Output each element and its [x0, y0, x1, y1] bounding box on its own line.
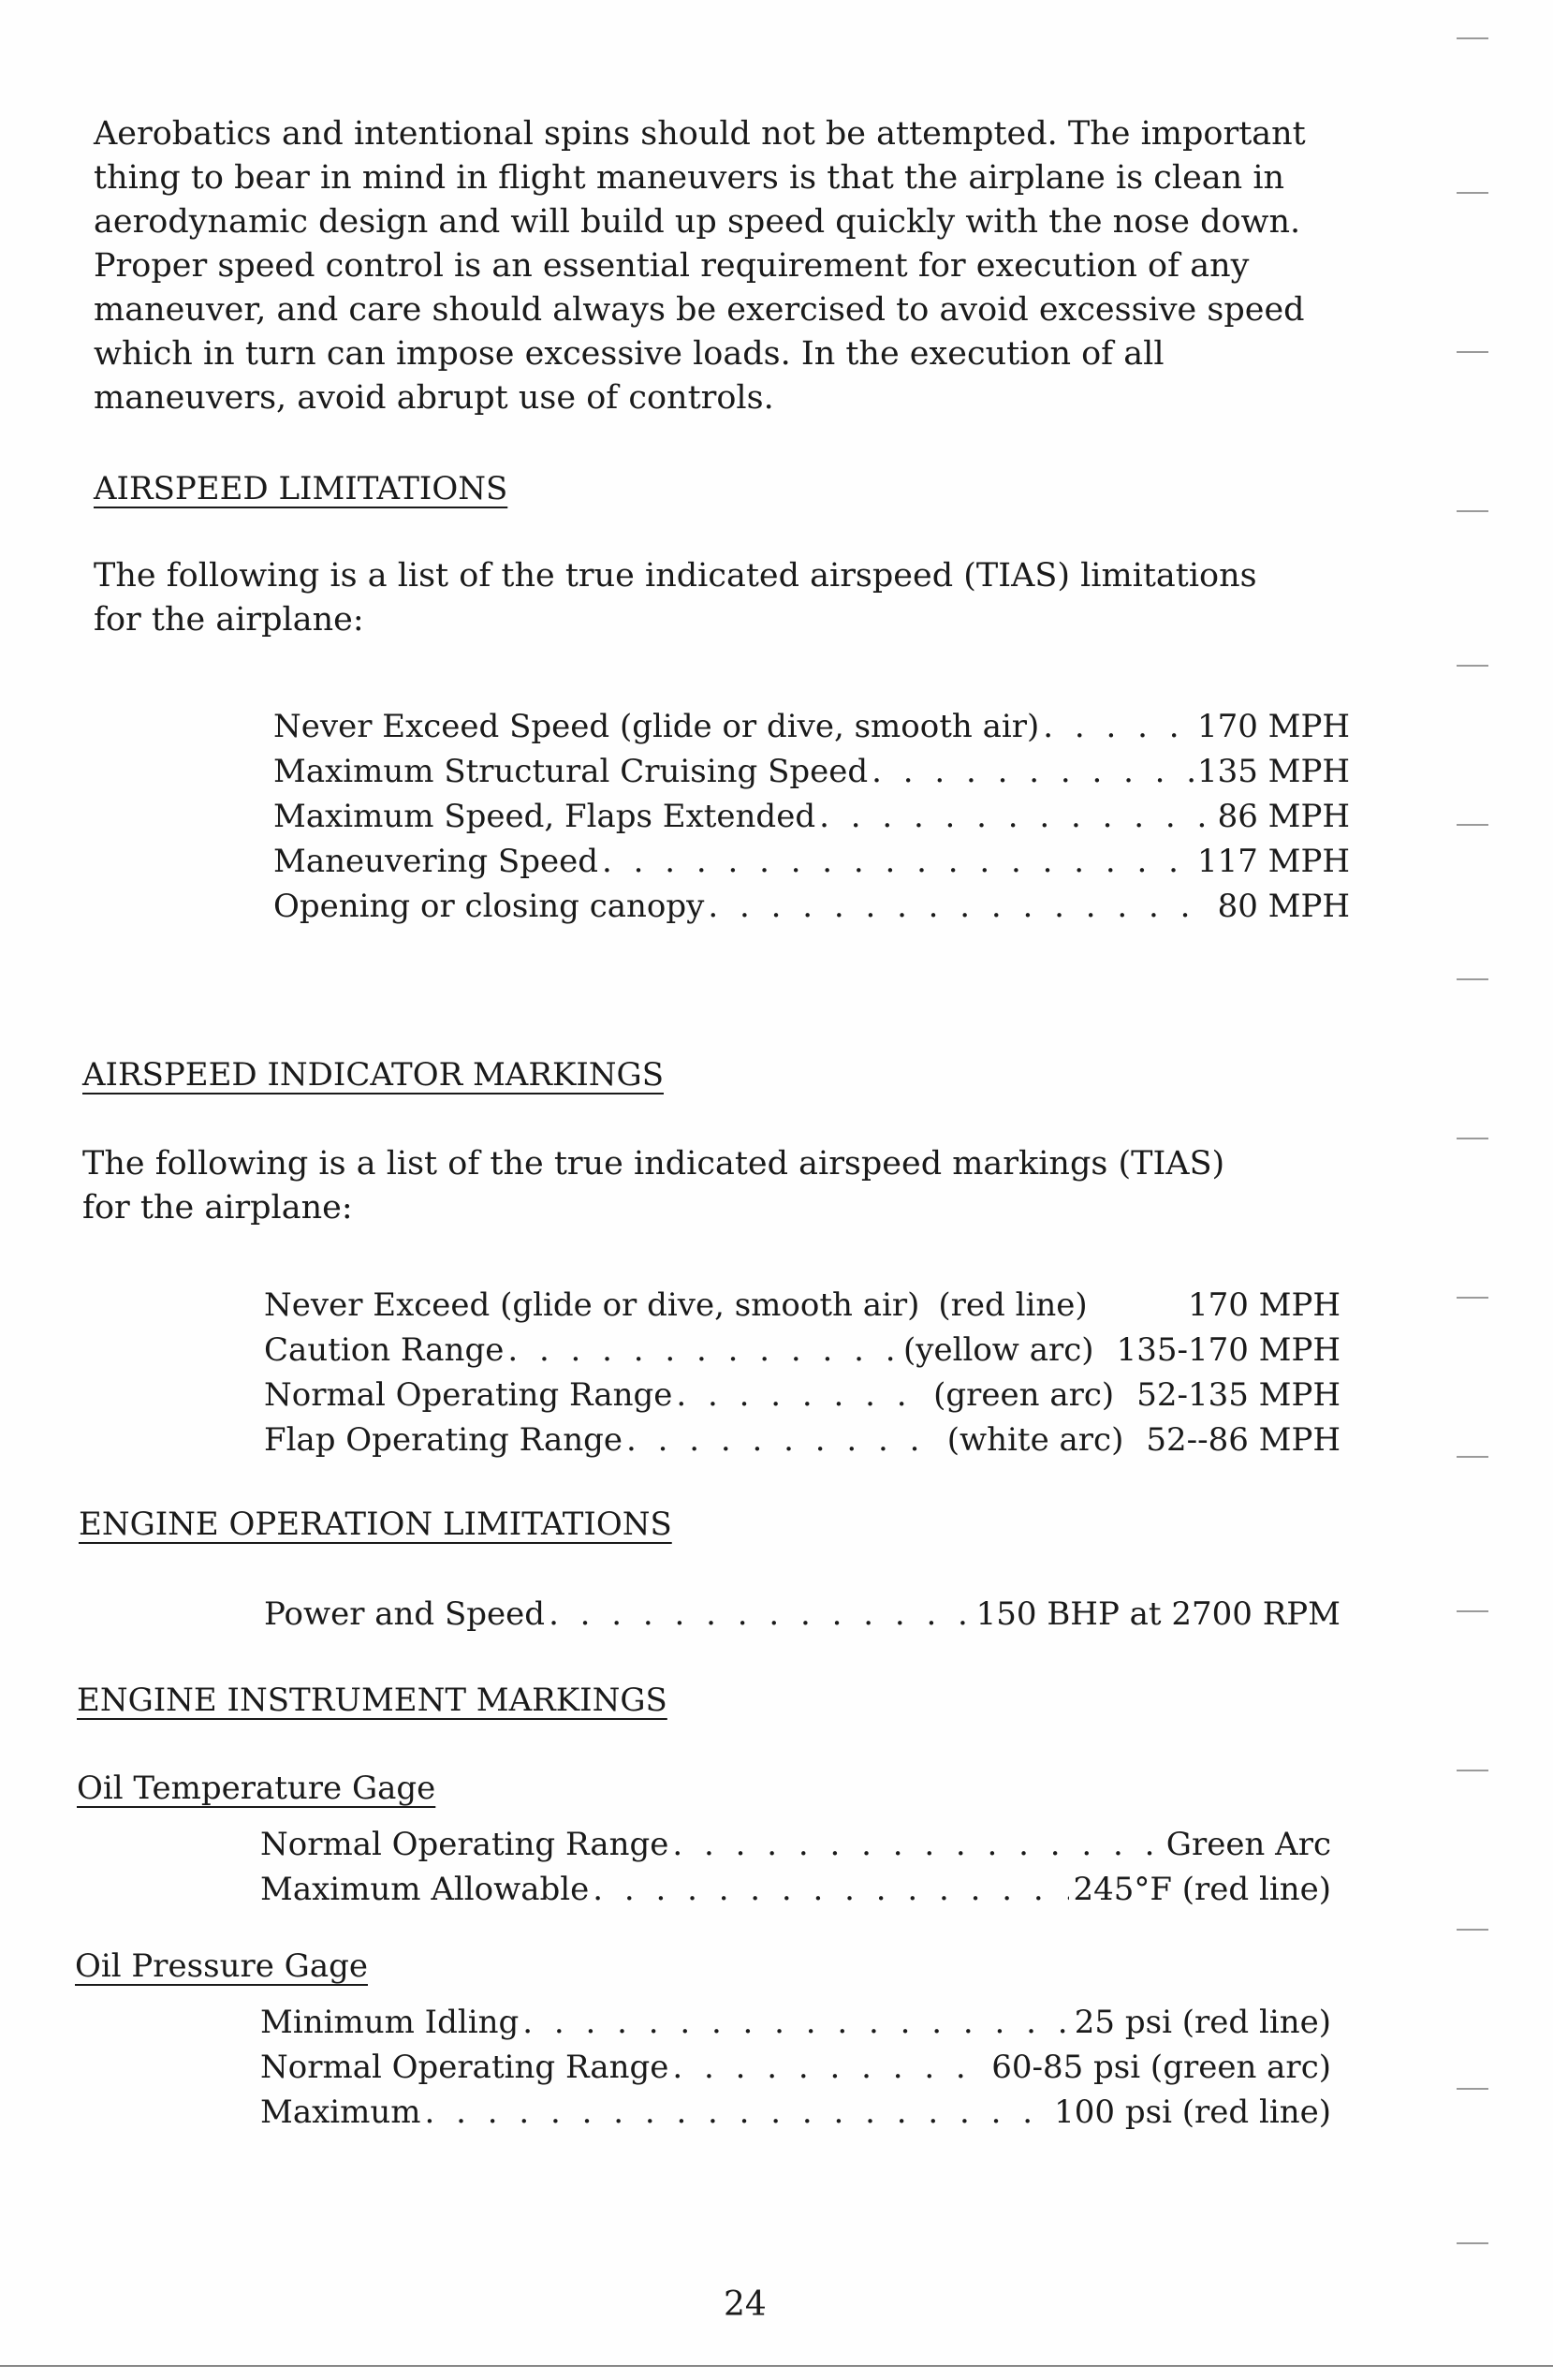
oil-temp-label: Normal Operating Range: [260, 1826, 669, 1863]
limitation-value: 117 MPH: [1196, 843, 1350, 880]
marking-color: (white arc): [946, 1421, 1124, 1459]
limitation-row-max-structural: [273, 749, 1350, 794]
dot-leader: [425, 2090, 1051, 2135]
oil-pressure-value: 25 psi (red line): [1074, 2004, 1331, 2041]
marking-row-caution: [264, 1328, 1341, 1373]
margin-tick: [1457, 1610, 1488, 1612]
intro-line: which in turn can impose excessive loads. In the execution of all: [94, 335, 1165, 373]
margin-tick: [1457, 351, 1488, 353]
marking-row-normal: [264, 1373, 1341, 1418]
intro-paragraph: [94, 112, 1404, 420]
limitation-value: 80 MPH: [1217, 888, 1350, 925]
margin-tick: [1457, 824, 1488, 826]
intro-line: Aerobatics and intentional spins should not be attempted. The important: [94, 115, 1306, 153]
margin-tick: [1457, 665, 1488, 667]
intro-line: aerodynamic design and will build up speed quickly with the nose down.: [94, 203, 1301, 241]
dot-leader: [1043, 704, 1194, 749]
oil-pressure-label: Normal Operating Range: [260, 2049, 669, 2086]
marking-label: Flap Operating Range: [264, 1421, 623, 1459]
page-number: 24: [724, 2285, 767, 2324]
oil-pressure-row-max: [260, 2090, 1331, 2135]
marking-color: (green arc): [933, 1376, 1115, 1414]
engine-instrument-heading: ENGINE INSTRUMENT MARKINGS: [77, 1682, 667, 1719]
limitation-value: 86 MPH: [1217, 798, 1350, 835]
oil-pressure-value: 60-85 psi (green arc): [991, 2049, 1331, 2086]
marking-row-flap: [264, 1418, 1341, 1462]
engine-operation-label: Power and Speed: [264, 1595, 546, 1633]
margin-tick: [1457, 37, 1488, 39]
marking-label: Normal Operating Range: [264, 1376, 673, 1414]
margin-tick: [1457, 978, 1488, 980]
intro-line: Proper speed control is an essential requirement for execution of any: [94, 247, 1250, 285]
limitation-label: Never Exceed Speed (glide or dive, smooth air): [273, 708, 1040, 745]
limitation-row-never-exceed: [273, 704, 1350, 749]
margin-tick: [1457, 1138, 1488, 1139]
marking-row-never-exceed: [264, 1283, 1341, 1328]
oil-pressure-value: 100 psi (red line): [1054, 2094, 1331, 2131]
airspeed-indicator-heading: AIRSPEED INDICATOR MARKINGS: [82, 1056, 664, 1094]
margin-tick: [1457, 2242, 1488, 2244]
dot-leader: [593, 1867, 1069, 1912]
airspeed-indicator-intro: [82, 1142, 1393, 1230]
oil-temp-value: 245°F (red line): [1073, 1871, 1331, 1908]
dot-leader: [522, 2000, 1071, 2045]
margin-tick: [1457, 1456, 1488, 1458]
oil-temp-value: Green Arc: [1165, 1826, 1331, 1863]
oil-pressure-subheading: Oil Pressure Gage: [75, 1947, 368, 1985]
limitation-value: 170 MPH: [1196, 708, 1350, 745]
dot-leader: [872, 749, 1194, 794]
engine-operation-heading: ENGINE OPERATION LIMITATIONS: [79, 1506, 672, 1543]
oil-pressure-label: Maximum: [260, 2094, 421, 2131]
dot-leader: [819, 794, 1213, 839]
limitation-label: Opening or closing canopy: [273, 888, 705, 925]
limitation-label: Maneuvering Speed: [273, 843, 598, 880]
oil-pressure-row-normal: [260, 2045, 1331, 2090]
marking-color: (yellow arc): [903, 1331, 1094, 1369]
intro-line: maneuver, and care should always be exercised to avoid excessive speed: [94, 291, 1305, 329]
margin-tick: [1457, 1770, 1488, 1771]
oil-temp-row-max: [260, 1867, 1331, 1912]
marking-color: (red line): [938, 1286, 1088, 1324]
dot-leader: [602, 839, 1194, 884]
limitation-row-flaps-extended: [273, 794, 1350, 839]
limitation-row-maneuvering: [273, 839, 1350, 884]
intro-line: maneuvers, avoid abrupt use of controls.: [94, 379, 774, 417]
oil-temperature-subheading: Oil Temperature Gage: [77, 1770, 436, 1807]
bottom-rule: [0, 2365, 1553, 2367]
intro-line: The following is a list of the true indicated airspeed (TIAS) limitations: [94, 557, 1257, 595]
dot-leader: [507, 1328, 900, 1373]
intro-line: thing to bear in mind in flight maneuvers is that the airplane is clean in: [94, 159, 1285, 197]
dot-leader: [549, 1592, 973, 1637]
oil-pressure-row-min: [260, 2000, 1331, 2045]
marking-value: 52--86 MPH: [1146, 1421, 1341, 1459]
margin-tick: [1457, 2088, 1488, 2090]
marking-label: Caution Range: [264, 1331, 505, 1369]
dot-leader: [708, 884, 1213, 929]
engine-operation-value: 150 BHP at 2700 RPM: [975, 1595, 1341, 1633]
limitation-label: Maximum Speed, Flaps Extended: [273, 798, 816, 835]
dot-leader: [672, 2045, 988, 2090]
limitation-value: 135 MPH: [1196, 753, 1350, 790]
dot-leader: [672, 1822, 1162, 1867]
intro-line: The following is a list of the true indicated airspeed markings (TIAS): [82, 1145, 1225, 1183]
limitation-row-canopy: [273, 884, 1350, 929]
dot-leader: [626, 1418, 944, 1462]
marking-value: 135-170 MPH: [1116, 1331, 1341, 1369]
airspeed-limitations-heading: AIRSPEED LIMITATIONS: [94, 470, 508, 507]
engine-operation-row-power: [264, 1592, 1341, 1637]
marking-label: Never Exceed (glide or dive, smooth air): [264, 1286, 920, 1324]
oil-temp-label: Maximum Allowable: [260, 1871, 590, 1908]
intro-line: for the airplane:: [82, 1189, 353, 1227]
airspeed-limitations-intro: [94, 554, 1404, 642]
margin-tick: [1457, 1297, 1488, 1299]
intro-line: for the airplane:: [94, 601, 364, 639]
margin-tick: [1457, 1929, 1488, 1931]
marking-value: 52-135 MPH: [1136, 1376, 1341, 1414]
margin-tick: [1457, 192, 1488, 194]
oil-pressure-label: Minimum Idling: [260, 2004, 520, 2041]
limitation-label: Maximum Structural Cruising Speed: [273, 753, 869, 790]
oil-temp-row-normal: [260, 1822, 1331, 1867]
margin-tick: [1457, 510, 1488, 512]
dot-leader: [676, 1373, 930, 1418]
marking-value: 170 MPH: [1187, 1286, 1341, 1324]
